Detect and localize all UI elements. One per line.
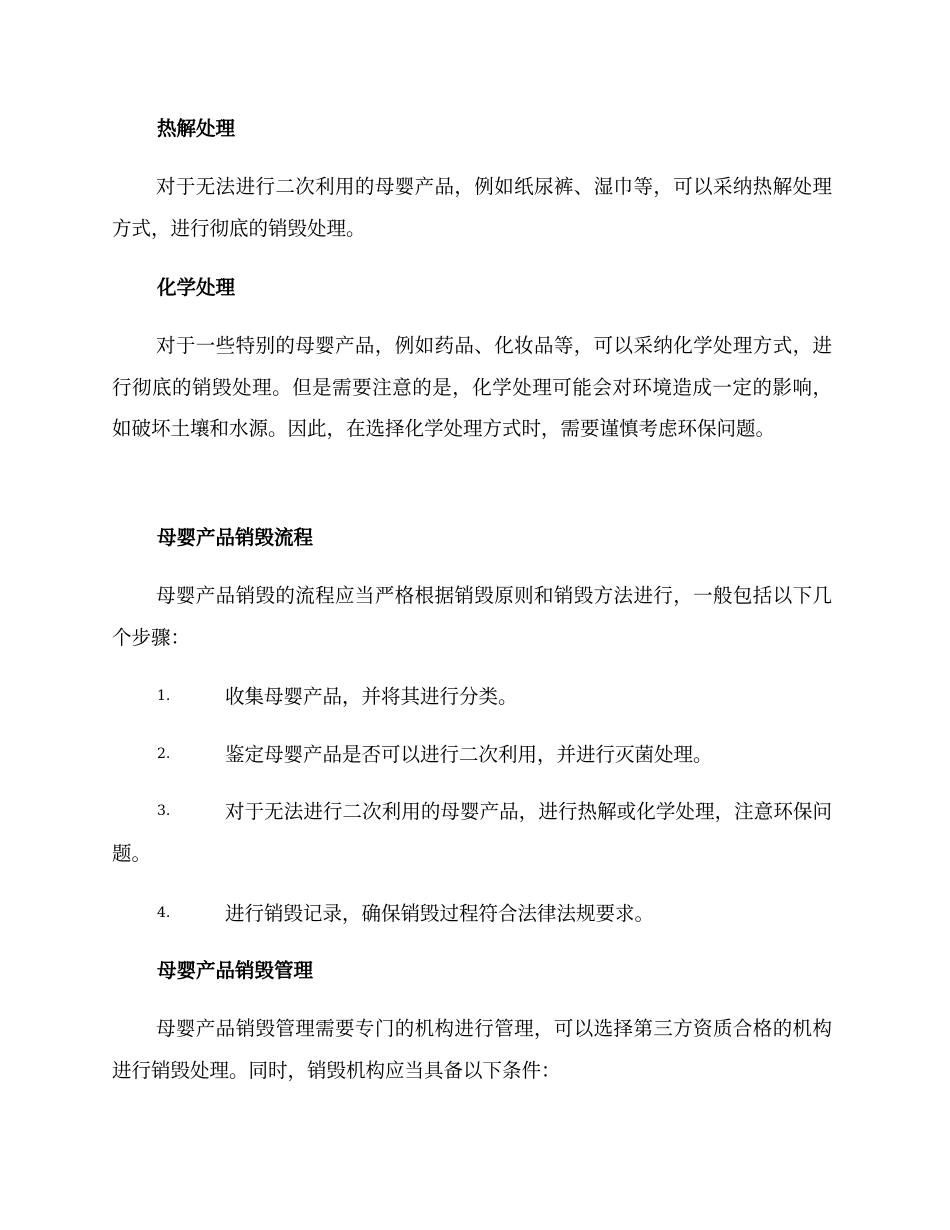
list-number: 4.	[157, 905, 171, 921]
list-number: 1.	[157, 688, 171, 704]
list-number: 3.	[157, 803, 171, 819]
section-heading-destruction-process: 母婴产品销毁流程	[157, 526, 314, 549]
list-item-step-2	[112, 734, 832, 776]
section-paragraph-chemical: 对于一些特别的母婴产品，例如药品、化妆品等，可以采纳化学处理方式，进行彻底的销毁处理。但是需要注意的是，化学处理可能会对环境造成一定的影响，如破坏土壤和水源。因此，在选择化学处理方式时，需要谨慎考虑环保问题。	[112, 334, 832, 440]
list-item-step-3	[112, 791, 832, 874]
section-paragraph-destruction-management: 母婴产品销毁管理需要专门的机构进行管理，可以选择第三方资质合格的机构进行销毁处理。同时，销毁机构应当具备以下条件：	[112, 1017, 832, 1082]
list-number: 2.	[157, 746, 171, 762]
section-heading-pyrolysis: 热解处理	[157, 117, 236, 140]
list-item-step-4	[112, 893, 832, 935]
list-text: 收集母婴产品，并将其进行分类。	[225, 685, 518, 708]
list-item-step-1	[112, 676, 832, 718]
section-paragraph-pyrolysis: 对于无法进行二次利用的母婴产品，例如纸尿裤、湿巾等，可以采纳热解处理方式，进行彻底的销毁处理。	[112, 175, 832, 240]
section-heading-destruction-management: 母婴产品销毁管理	[157, 959, 314, 982]
list-text: 对于无法进行二次利用的母婴产品，进行热解或化学处理，注意环保问题。	[112, 800, 832, 865]
list-text: 鉴定母婴产品是否可以进行二次利用，并进行灭菌处理。	[225, 743, 713, 766]
list-text: 进行销毁记录，确保销毁过程符合法律法规要求。	[225, 902, 655, 925]
section-heading-chemical: 化学处理	[157, 276, 236, 299]
section-paragraph-destruction-process: 母婴产品销毁的流程应当严格根据销毁原则和销毁方法进行，一般包括以下几个步骤：	[112, 584, 832, 649]
